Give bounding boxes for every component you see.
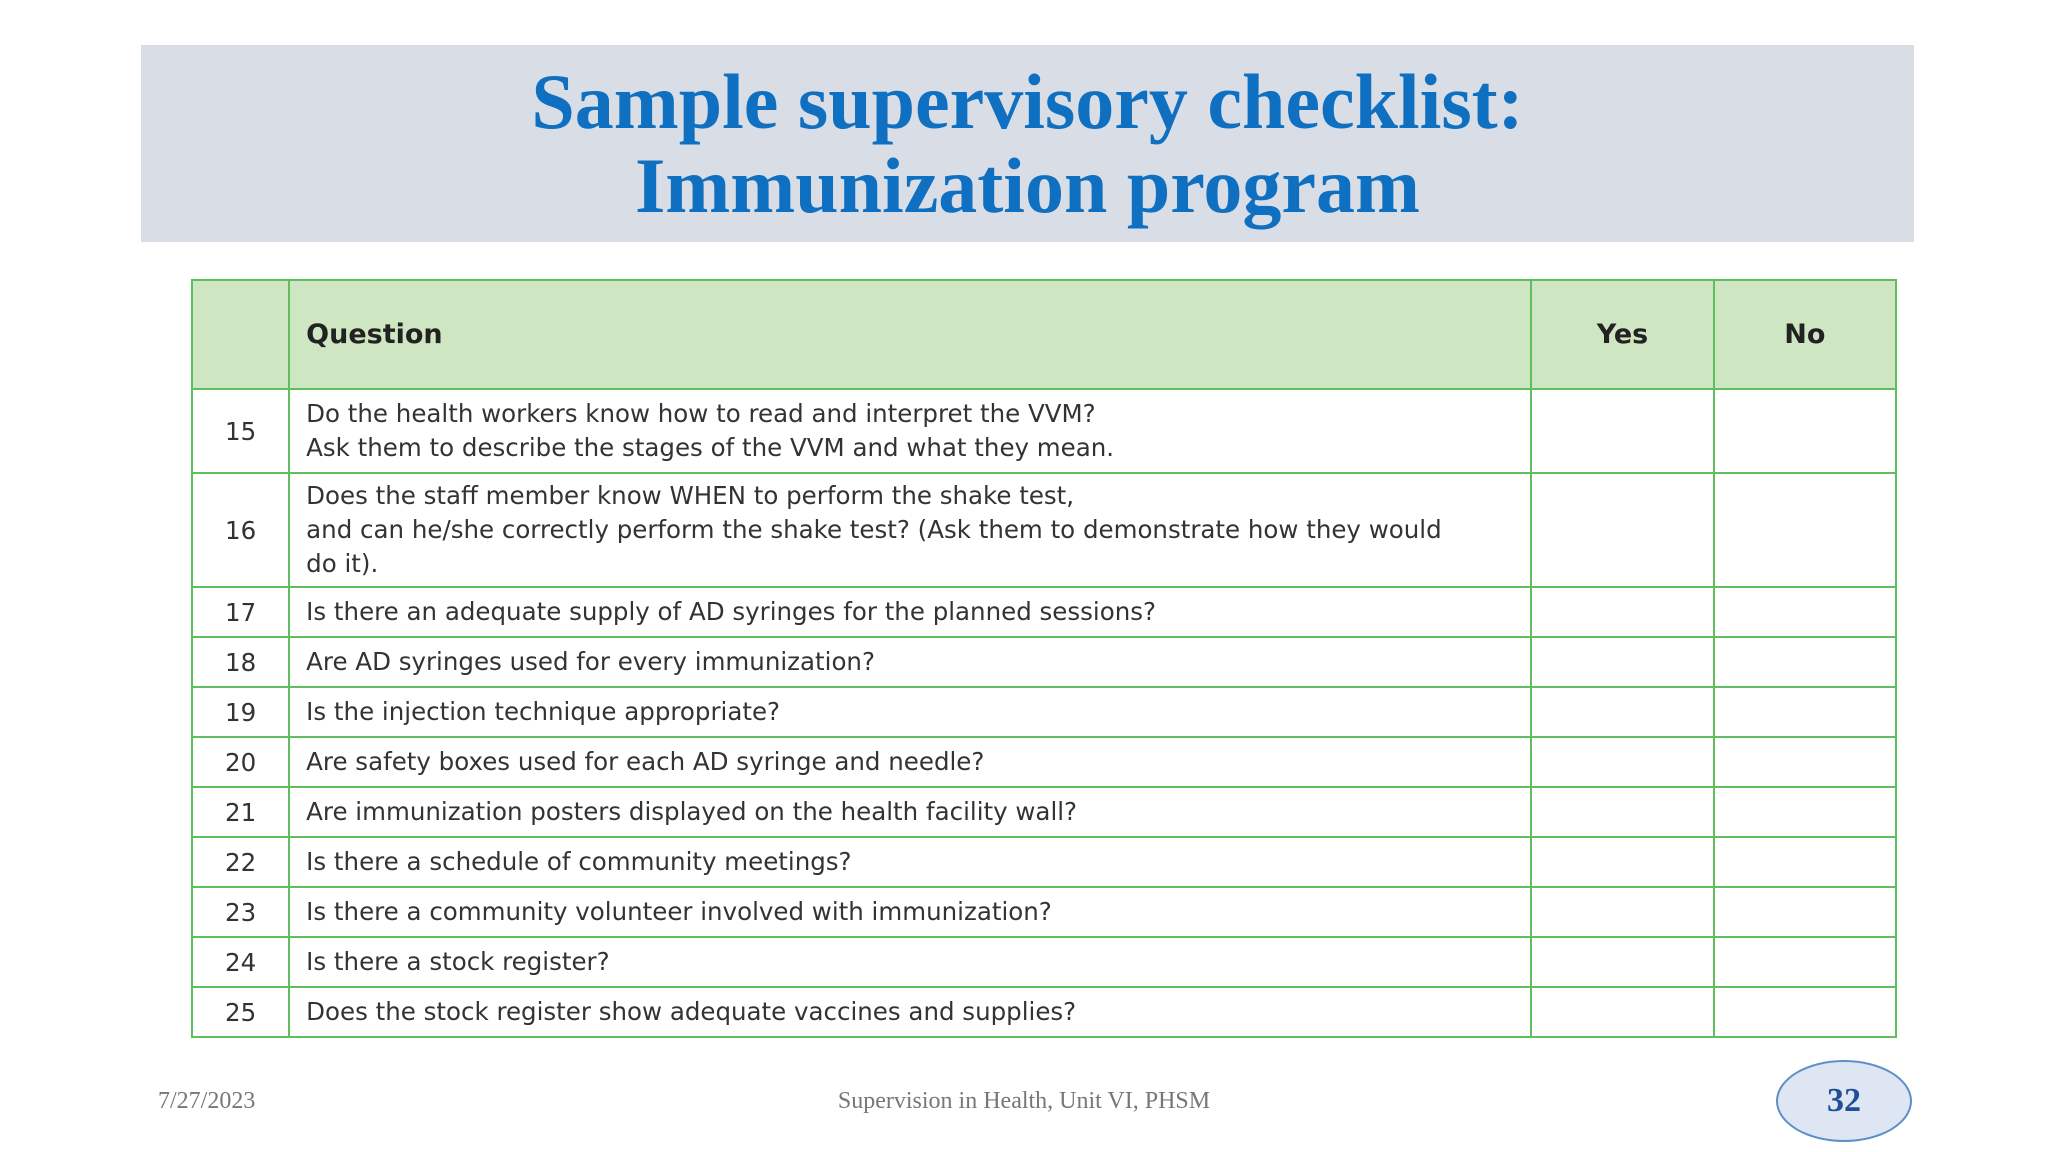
row-number: 15 [192, 389, 289, 473]
row-no-cell[interactable] [1714, 389, 1896, 473]
row-yes-cell[interactable] [1531, 687, 1713, 737]
table-row [192, 687, 1896, 737]
question-line: Are AD syringes used for every immunization? [306, 647, 875, 676]
checklist-table [191, 279, 1897, 1038]
row-number: 22 [192, 837, 289, 887]
row-number: 24 [192, 937, 289, 987]
row-question [289, 637, 1531, 687]
row-no-cell[interactable] [1714, 887, 1896, 937]
row-question [289, 987, 1531, 1037]
question-line: and can he/she correctly perform the shake test? (Ask them to demonstrate how they would [306, 515, 1442, 544]
row-number: 23 [192, 887, 289, 937]
row-question [289, 887, 1531, 937]
header-number [192, 280, 289, 389]
row-question [289, 389, 1531, 473]
table-row [192, 887, 1896, 937]
table-row [192, 587, 1896, 637]
question-line: Are safety boxes used for each AD syringe and needle? [306, 747, 985, 776]
table-row [192, 987, 1896, 1037]
row-number: 17 [192, 587, 289, 637]
table-row [192, 389, 1896, 473]
table-row [192, 473, 1896, 587]
question-line: Is there a stock register? [306, 947, 610, 976]
row-number: 16 [192, 473, 289, 587]
row-no-cell[interactable] [1714, 837, 1896, 887]
row-no-cell[interactable] [1714, 687, 1896, 737]
header-question: Question [289, 280, 1531, 389]
slide-title-band [141, 45, 1914, 242]
footer-date: 7/27/2023 [158, 1088, 256, 1114]
row-no-cell[interactable] [1714, 473, 1896, 587]
row-question [289, 687, 1531, 737]
question-line: Does the stock register show adequate vaccines and supplies? [306, 997, 1077, 1026]
question-line: Is there a community volunteer involved with immunization? [306, 897, 1052, 926]
row-yes-cell[interactable] [1531, 837, 1713, 887]
row-no-cell[interactable] [1714, 937, 1896, 987]
row-question [289, 837, 1531, 887]
row-no-cell[interactable] [1714, 637, 1896, 687]
row-yes-cell[interactable] [1531, 473, 1713, 587]
question-line: Is there an adequate supply of AD syringes for the planned sessions? [306, 597, 1156, 626]
page-number: 32 [1827, 1082, 1861, 1119]
header-no: No [1714, 280, 1896, 389]
row-yes-cell[interactable] [1531, 937, 1713, 987]
row-question [289, 587, 1531, 637]
question-line: Ask them to describe the stages of the VVM and what they mean. [306, 433, 1115, 462]
row-no-cell[interactable] [1714, 987, 1896, 1037]
row-number: 19 [192, 687, 289, 737]
row-question [289, 737, 1531, 787]
question-line: Are immunization posters displayed on the health facility wall? [306, 797, 1078, 826]
row-number: 21 [192, 787, 289, 837]
slide-title-line-1: Sample supervisory checklist: [531, 57, 1524, 145]
question-line: Do the health workers know how to read and interpret the VVM? [306, 399, 1096, 428]
row-no-cell[interactable] [1714, 787, 1896, 837]
question-line: do it). [306, 549, 379, 578]
row-yes-cell[interactable] [1531, 737, 1713, 787]
row-question [289, 937, 1531, 987]
slide-title-line-2: Immunization program [634, 141, 1421, 229]
row-no-cell[interactable] [1714, 737, 1896, 787]
row-yes-cell[interactable] [1531, 987, 1713, 1037]
row-number: 25 [192, 987, 289, 1037]
row-number: 18 [192, 637, 289, 687]
row-question [289, 787, 1531, 837]
row-yes-cell[interactable] [1531, 887, 1713, 937]
table-row [192, 937, 1896, 987]
table-row [192, 737, 1896, 787]
row-yes-cell[interactable] [1531, 637, 1713, 687]
page-number-badge [1776, 1060, 1912, 1142]
table-row [192, 837, 1896, 887]
question-line: Does the staff member know WHEN to perform the shake test, [306, 481, 1075, 510]
question-line: Is there a schedule of community meetings? [306, 847, 852, 876]
row-yes-cell[interactable] [1531, 587, 1713, 637]
table-row [192, 637, 1896, 687]
header-yes: Yes [1531, 280, 1713, 389]
row-yes-cell[interactable] [1531, 787, 1713, 837]
question-line: Is the injection technique appropriate? [306, 697, 781, 726]
table-header-row [192, 280, 1896, 389]
table-row [192, 787, 1896, 837]
footer-title: Supervision in Health, Unit VI, PHSM [837, 1088, 1211, 1114]
row-question [289, 473, 1531, 587]
row-number: 20 [192, 737, 289, 787]
row-no-cell[interactable] [1714, 587, 1896, 637]
row-yes-cell[interactable] [1531, 389, 1713, 473]
